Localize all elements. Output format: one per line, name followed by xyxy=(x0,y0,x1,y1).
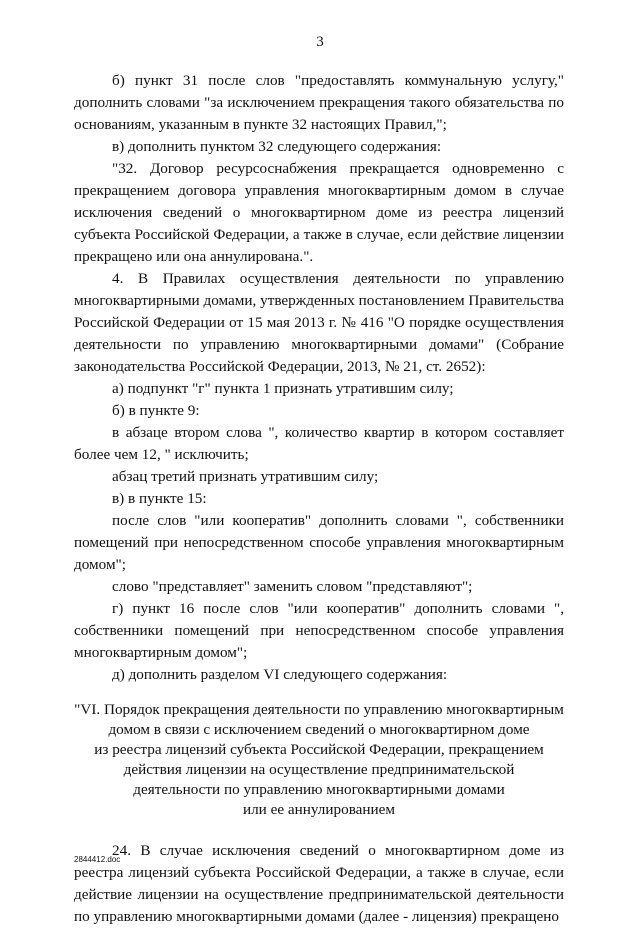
paragraph-word-replace: слово "представляет" заменить словом "представляют"; xyxy=(112,578,473,595)
paragraph-item-a: а) подпункт "г" пункта 1 признать утратившим силу; xyxy=(112,380,454,397)
document-file-code: 2844412.doc xyxy=(74,855,121,864)
section-heading-line: деятельности по управлению многоквартирными домами xyxy=(133,781,505,798)
section-heading-line: или ее аннулированием xyxy=(242,801,396,818)
paragraph-item-v-add-point-32: в) дополнить пунктом 32 следующего содержания: xyxy=(112,138,442,155)
paragraph-item-g-point-16: г) пункт 16 после слов "или кооператив" дополнить словами ", собственники помещений при непосредственном способе управления многоквартирным домом"; xyxy=(74,600,564,661)
paragraph-section-4: 4. В Правилах осуществления деятельности по управлению многоквартирными домами, утвержденных постановлением Правительства Российской Федерации от 15 мая 2013 г. № 416 "О порядке осуществления деятельности по управлению многоквартирными домами" (Собрание законодательства Российской Федерации, 2013, № 21, ст. 2652): xyxy=(74,270,564,375)
paragraph-point-32-text: "32. Договор ресурсоснабжения прекращается одновременно с прекращением договора управления многоквартирным домом в случае исключения сведений о многоквартирном доме из реестра лицензий субъекта Российской Федерации, а также в случае, если действие лицензии прекращено или она аннулирована.". xyxy=(74,160,564,265)
section-heading xyxy=(74,700,564,820)
section-heading-line: домом в связи с исключением сведений о многоквартирном доме xyxy=(108,721,530,738)
paragraph-item-b-point-9: б) в пункте 9: xyxy=(112,402,200,419)
paragraph-item-b-point-31: б) пункт 31 после слов "предоставлять коммунальную услугу," дополнить словами "за исключением прекращения такого обязательства по основаниям, указанным в пункте 32 настоящих Правил,"; xyxy=(74,72,564,133)
section-heading-line: из реестра лицензий субъекта Российской Федерации, прекращением xyxy=(94,741,544,758)
page-number: 3 xyxy=(316,34,324,50)
section-heading-line: действия лицензии на осуществление предпринимательской xyxy=(123,761,515,778)
document-body xyxy=(74,70,564,928)
paragraph-second-para-edit: в абзаце втором слова ", количество квартир в котором составляет более чем 12, " исключить; xyxy=(74,424,564,463)
paragraph-after-words-cooperative: после слов "или кооператив" дополнить словами ", собственники помещений при непосредственном способе управления многоквартирным домом"; xyxy=(74,512,564,573)
paragraph-third-para-void: абзац третий признать утратившим силу; xyxy=(112,468,379,485)
paragraph-item-v-point-15: в) в пункте 15: xyxy=(112,490,207,507)
paragraph-item-d-section-6: д) дополнить разделом VI следующего содержания: xyxy=(112,666,448,683)
section-heading-line: "VI. Порядок прекращения деятельности по управлению многоквартирным xyxy=(74,701,564,718)
paragraph-point-24: 24. В случае исключения сведений о многоквартирном доме из реестра лицензий субъекта Российской Федерации, а также в случае, если действие лицензии на осуществление предпринимательской деятельности по управлению многоквартирными домами (далее - лицензия) прекращено xyxy=(74,842,564,925)
